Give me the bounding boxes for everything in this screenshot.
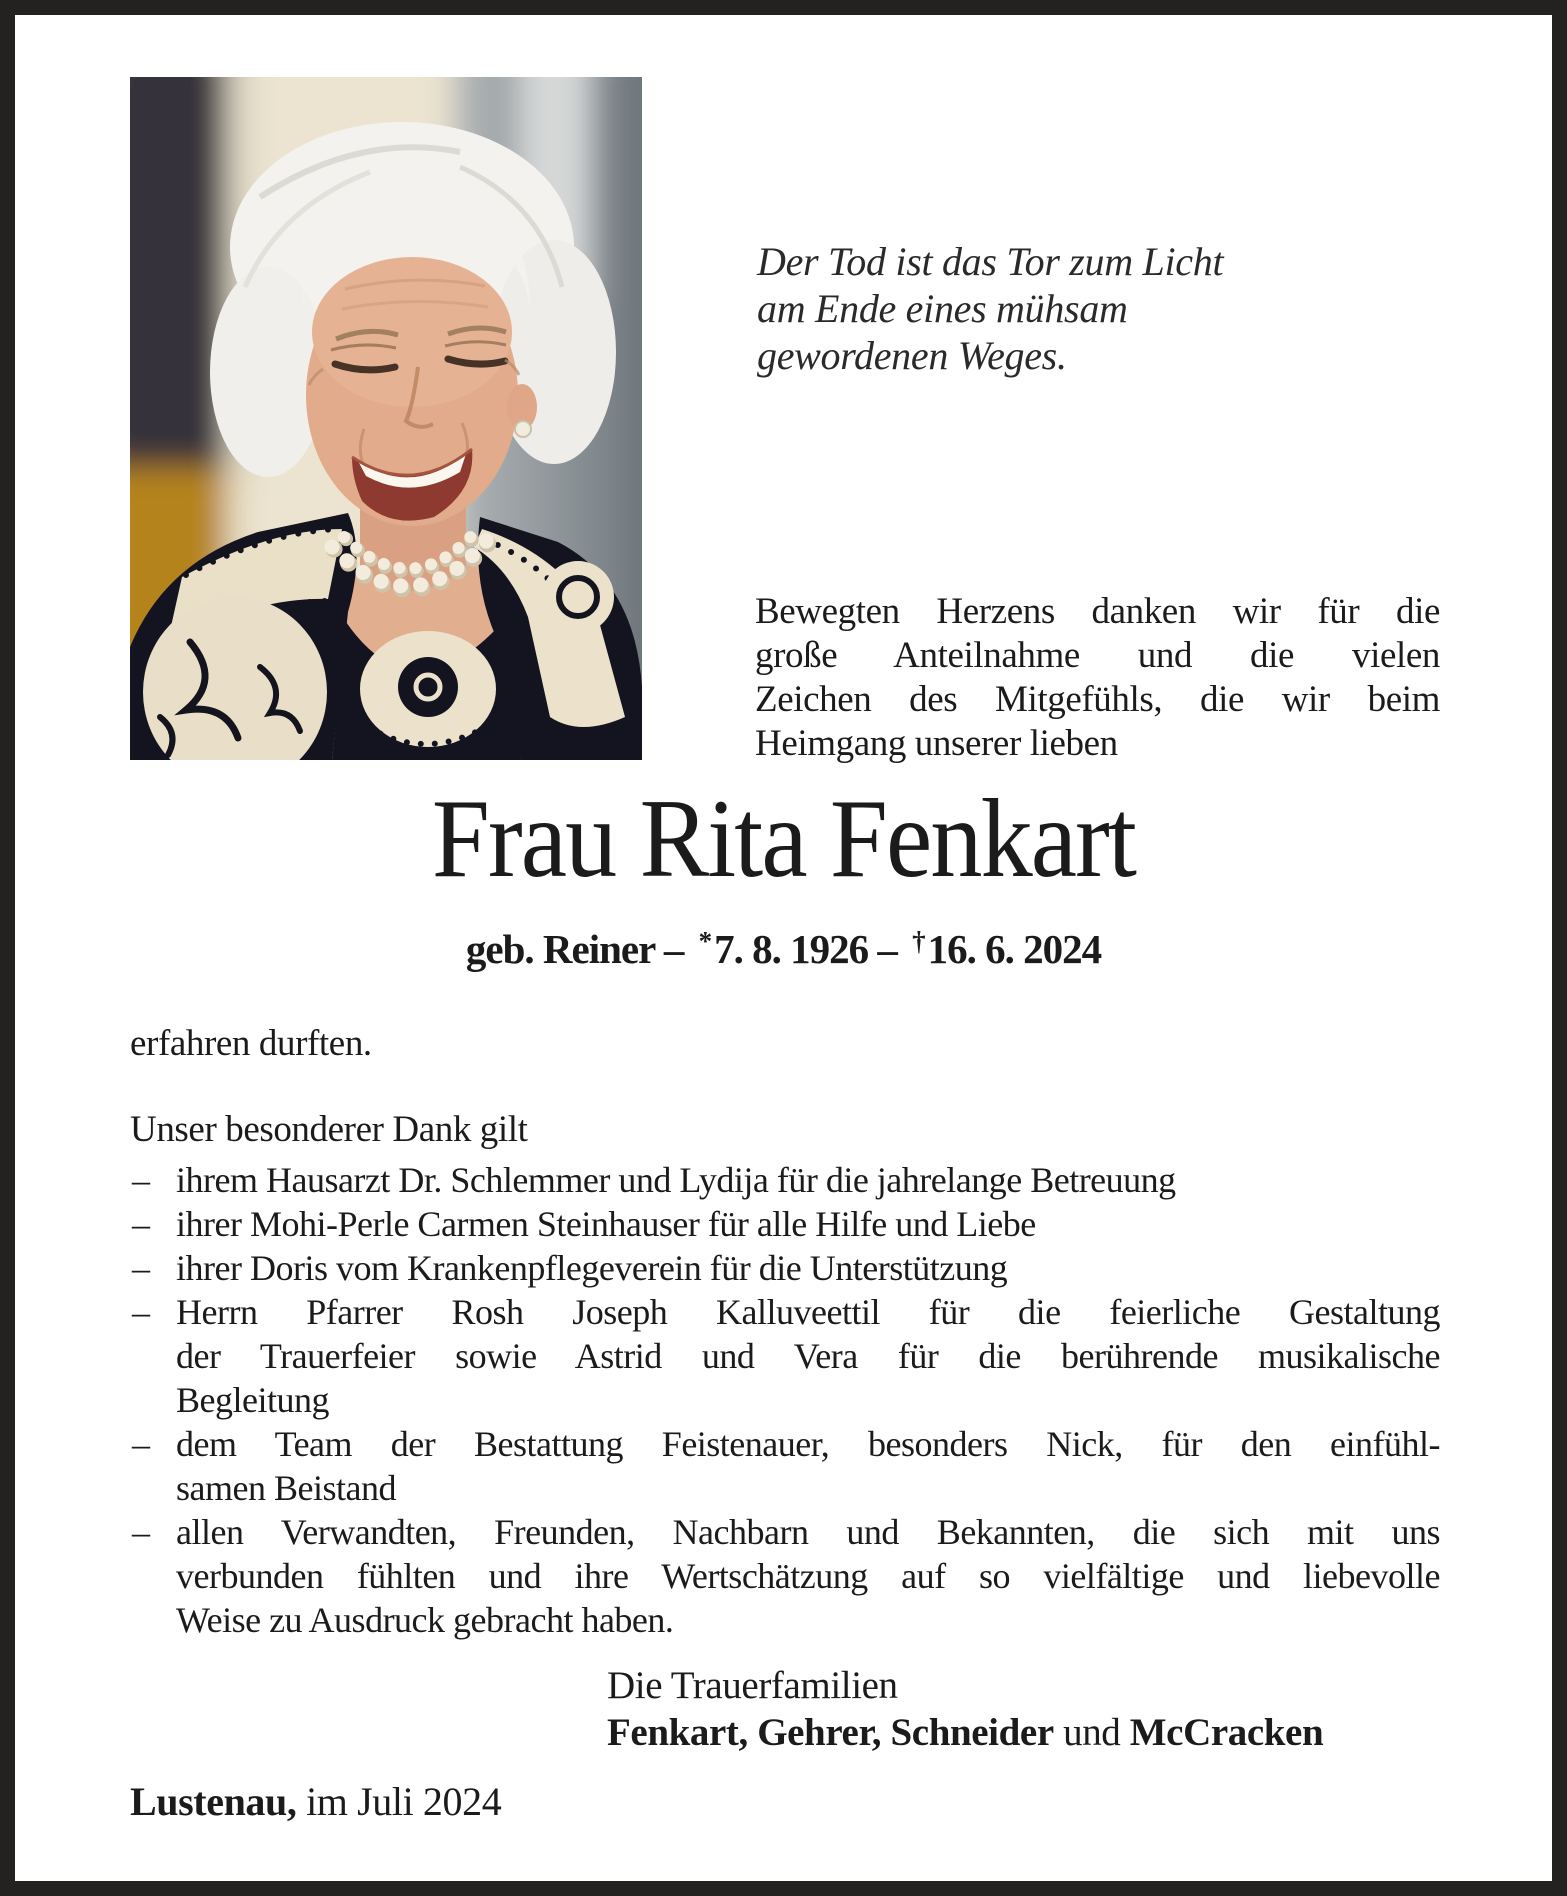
list-item-line: verbunden fühlten und ihre Wertschätzung auf so vielfältige und liebevolle <box>176 1556 1440 1596</box>
family-names: Fenkart, Gehrer, Schneider <box>607 1711 1054 1754</box>
intro-line: Zeichen des Mitgefühls, die wir beim <box>755 679 1440 720</box>
deceased-name: Frau Rita Fenkart <box>431 777 1136 901</box>
place: Lustenau, <box>130 1779 297 1824</box>
quote-line: gewordenen Weges. <box>757 333 1067 378</box>
family-name-last: McCracken <box>1129 1711 1324 1754</box>
portrait-photo <box>130 77 642 760</box>
list-item <box>130 1422 1440 1510</box>
list-bullet: – <box>132 1292 150 1332</box>
intro-line: große Anteilnahme und die vielen <box>755 635 1440 676</box>
list-bullet: – <box>132 1424 150 1464</box>
dash: – <box>877 926 897 972</box>
birth-star-symbol: * <box>698 926 712 956</box>
intro-line: Heimgang unserer lieben <box>755 723 1118 764</box>
list-item-line: ihrer Doris vom Krankenpflegeverein für die Unterstützung <box>176 1248 1008 1288</box>
conjunction: und <box>1063 1711 1121 1754</box>
birth-date: 7. 8. 1926 <box>714 926 869 972</box>
list-bullet: – <box>132 1512 150 1552</box>
continuation-line: erfahren durften. <box>130 1023 372 1064</box>
thanks-list <box>130 1158 1440 1642</box>
thanks-intro-paragraph <box>755 590 1440 766</box>
list-item <box>130 1246 1440 1290</box>
list-item-line: Begleitung <box>176 1380 329 1420</box>
list-item-line: ihrem Hausarzt Dr. Schlemmer und Lydija für die jahrelange Betreuung <box>176 1160 1176 1200</box>
list-item-line: samen Beistand <box>176 1468 396 1508</box>
list-bullet: – <box>132 1160 150 1200</box>
maiden-name: geb. Reiner <box>465 926 655 972</box>
list-item-line: ihrer Mohi-Perle Carmen Steinhauser für alle Hilfe und Liebe <box>176 1204 1036 1244</box>
list-item-line: Herrn Pfarrer Rosh Joseph Kalluveettil für die feierliche Gestaltung <box>176 1292 1440 1332</box>
list-item <box>130 1290 1440 1422</box>
list-item-line: allen Verwandten, Freunden, Nachbarn und Bekannten, die sich mit uns <box>176 1512 1440 1552</box>
epigraph-quote <box>757 238 1223 379</box>
quote-line: am Ende eines mühsam <box>757 286 1128 331</box>
death-dagger-symbol: † <box>912 926 925 956</box>
closing-intro: Die Trauerfamilien <box>607 1664 898 1707</box>
list-item-line: dem Team der Bestattung Feistenauer, besonders Nick, für den einfühl- <box>176 1424 1440 1464</box>
list-bullet: – <box>132 1248 150 1288</box>
thanks-heading: Unser besonderer Dank gilt <box>130 1109 528 1150</box>
intro-line: Bewegten Herzens danken wir für die <box>755 591 1440 632</box>
list-item <box>130 1158 1440 1202</box>
list-item <box>130 1202 1440 1246</box>
family-names-line <box>607 1709 1323 1756</box>
portrait-illustration <box>130 77 642 760</box>
place-date-line <box>130 1778 501 1825</box>
dash: – <box>663 926 684 972</box>
closing-block <box>607 1662 1323 1756</box>
list-bullet: – <box>132 1204 150 1244</box>
list-item <box>130 1510 1440 1642</box>
life-dates <box>0 925 1567 973</box>
death-date: 16. 6. 2024 <box>927 926 1102 972</box>
list-item-line: Weise zu Ausdruck gebracht haben. <box>176 1600 674 1640</box>
list-item-line: der Trauerfeier sowie Astrid und Vera für die berührende musikalische <box>176 1336 1440 1376</box>
date: im Juli 2024 <box>306 1779 502 1824</box>
quote-line: Der Tod ist das Tor zum Licht <box>757 239 1224 284</box>
